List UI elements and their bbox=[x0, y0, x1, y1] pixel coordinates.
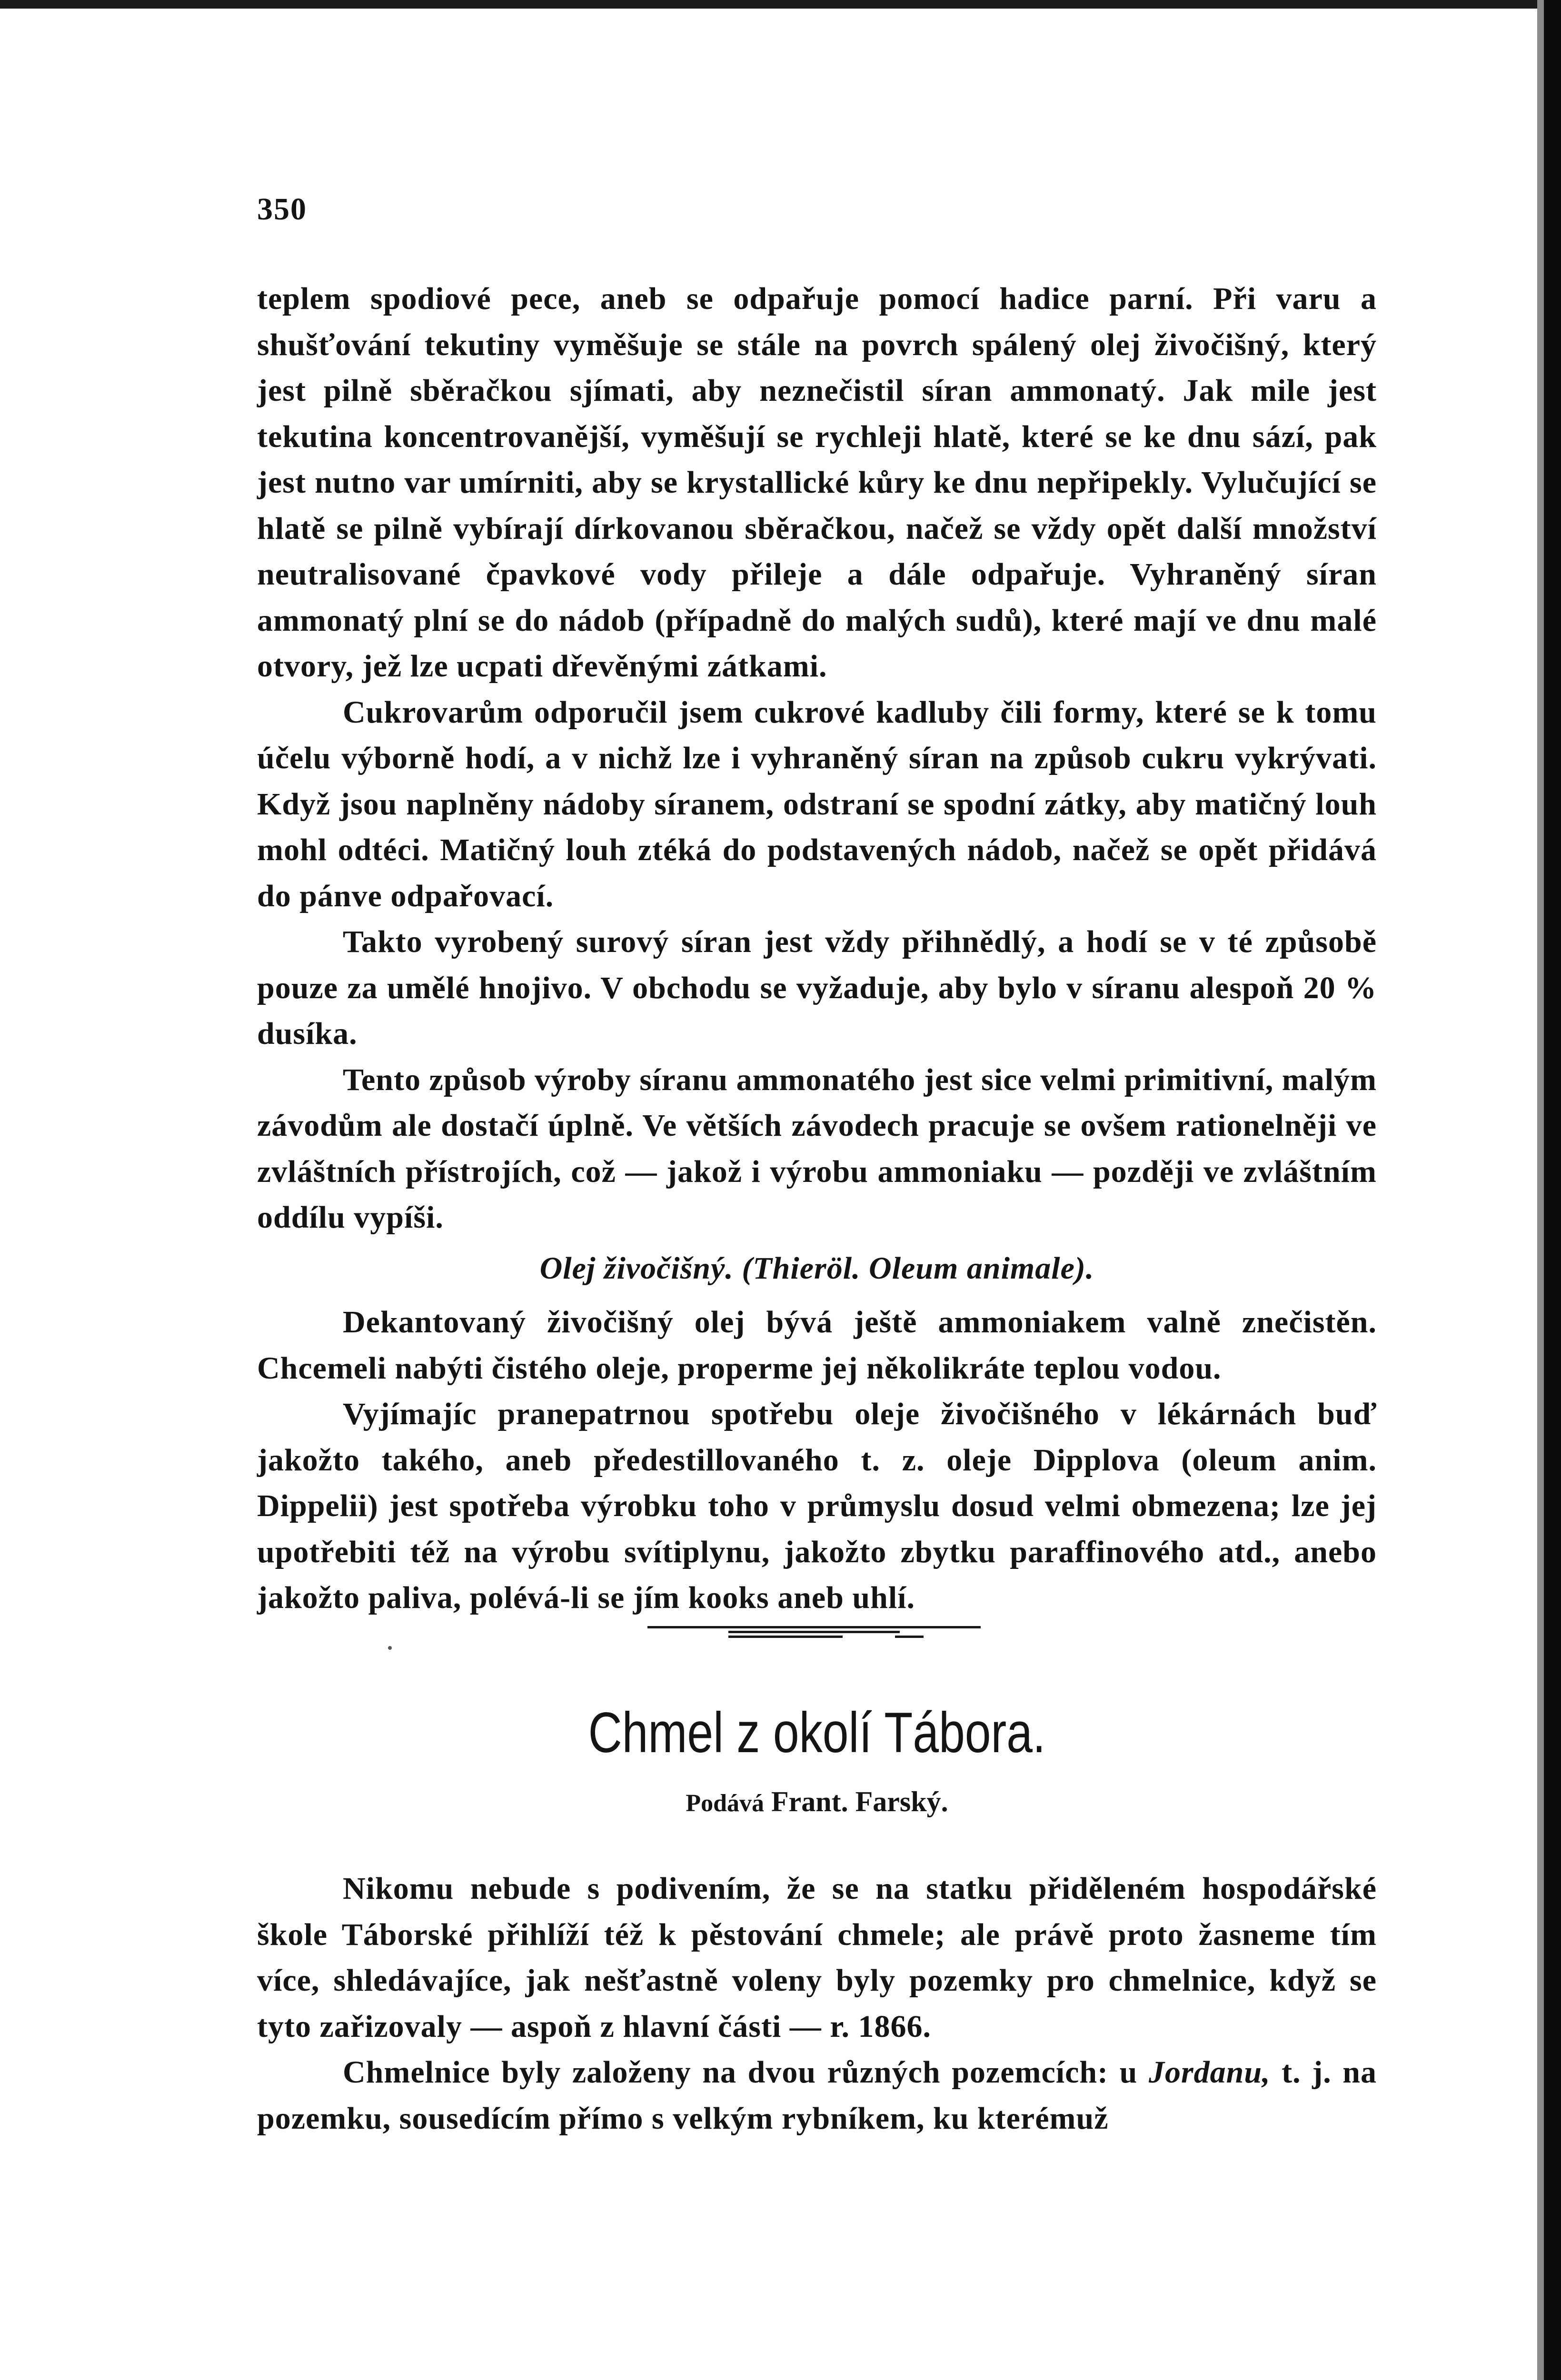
article-body bbox=[257, 1866, 1377, 2142]
paragraph: Dekantovaný živočišný olej bývá ještě ammoniakem valně znečistěn. Chcemeli nabýti čistého oleje, properme jej několikráte teplou vodou. bbox=[257, 1305, 1377, 1386]
scan-edge-shadow bbox=[1537, 0, 1544, 2380]
print-speck bbox=[388, 1646, 392, 1650]
paragraph-text: t. j. na pozemku, sousedícím přímo s velkým rybníkem, ku kterémuž bbox=[257, 2055, 1377, 2136]
paragraph: Vyjímajíc pranepatrnou spotřebu oleje živočišného v lékárnách buď jakožto takého, aneb předestillovaného t. z. oleje Dipplova (oleum anim. Dippelii) jest spotřeba výrobku toho v průmyslu dosud velmi obmezena; lze jej upotřebiti též na výrobu svítiplynu, jakožto zbytku paraffinového atd., anebo jakožto paliva, polévá-li se jím kooks aneb uhlí. bbox=[257, 1397, 1377, 1615]
paragraph: teplem spodiové pece, aneb se odpařuje pomocí hadice parní. Při varu a shušťování tekutiny vyměšuje se stále na povrch spálený olej živočišný, který jest pilně sběračkou sjímati, aby neznečistil síran ammonatý. Jak mile jest tekutina koncentrovanější, vyměšují se rychleji hlatě, které se ke dnu sází, pak jest nutno var umírniti, aby se krystallické kůry ke dnu nepřipekly. Vylučující se hlatě se pilně vybírají dírkovanou sběračkou, načež se vždy opět další množství neutralisované čpavkové vody přileje a dále odpařuje. Vyhraněný síran ammonatý plní se do nádob (případně do malých sudů), které mají ve dnu malé otvory, jež lze ucpati dřevěnými zátkami. bbox=[257, 281, 1377, 684]
section-heading: Olej živočišný. (Thieröl. Oleum animale). bbox=[539, 1251, 1094, 1286]
paragraph: Cukrovarům odporučil jsem cukrové kadluby čili formy, které se k tomu účelu výborně hodí, a v nichž lze i vyhraněný síran na způsob cukru vykrývati. Když jsou naplněny nádoby síranem, odstraní se spodní zátky, aby matičný louh mohl odtéci. Matičný louh ztéká do podstavených nádob, načež se opět přidává do pánve odpařovací. bbox=[257, 694, 1377, 913]
byline-author: Frant. Farský. bbox=[771, 1786, 948, 1817]
byline bbox=[257, 1783, 1377, 1823]
scan-edge-top bbox=[0, 0, 1561, 9]
paragraph bbox=[257, 2050, 1377, 2142]
section-sulfate-text bbox=[257, 276, 1377, 1241]
ornamental-divider bbox=[647, 1623, 981, 1642]
paragraph: Takto vyrobený surový síran jest vždy přihnědlý, a hodí se v té způsobě pouze za umělé hnojivo. V obchodu se vyžaduje, aby bylo v síranu alespoň 20 % dusíka. bbox=[257, 924, 1377, 1051]
page-number: 350 bbox=[257, 192, 307, 227]
article-title: Chmel z okolí Tábora. bbox=[588, 1701, 1046, 1765]
section-oil-text bbox=[257, 1299, 1377, 1621]
place-name: Jordanu, bbox=[1148, 2055, 1271, 2090]
paragraph: Nikomu nebude s podivením, že se na statku přiděleném hospodářské škole Táborské přihlíží též k pěstování chmele; ale právě proto žasneme tím více, shledávajíce, jak nešťastně voleny byly pozemky pro chmelnice, když se tyto zařizovaly — aspoň z hlavní části — r. 1866. bbox=[257, 1871, 1377, 2044]
paragraph: Tento způsob výroby síranu ammonatého jest sice velmi primitivní, malým závodům ale dostačí úplně. Ve větších závodech pracuje se ovšem rationelněji ve zvláštních přístrojích, což — jakož i výrobu ammoniaku — později ve zvláštním oddílu vypíši. bbox=[257, 1062, 1377, 1235]
byline-prefix: Podává bbox=[686, 1790, 765, 1817]
scan-edge-right bbox=[1544, 0, 1561, 2380]
paragraph-text: Chmelnice byly založeny na dvou různých pozemcích: u bbox=[343, 2055, 1138, 2090]
